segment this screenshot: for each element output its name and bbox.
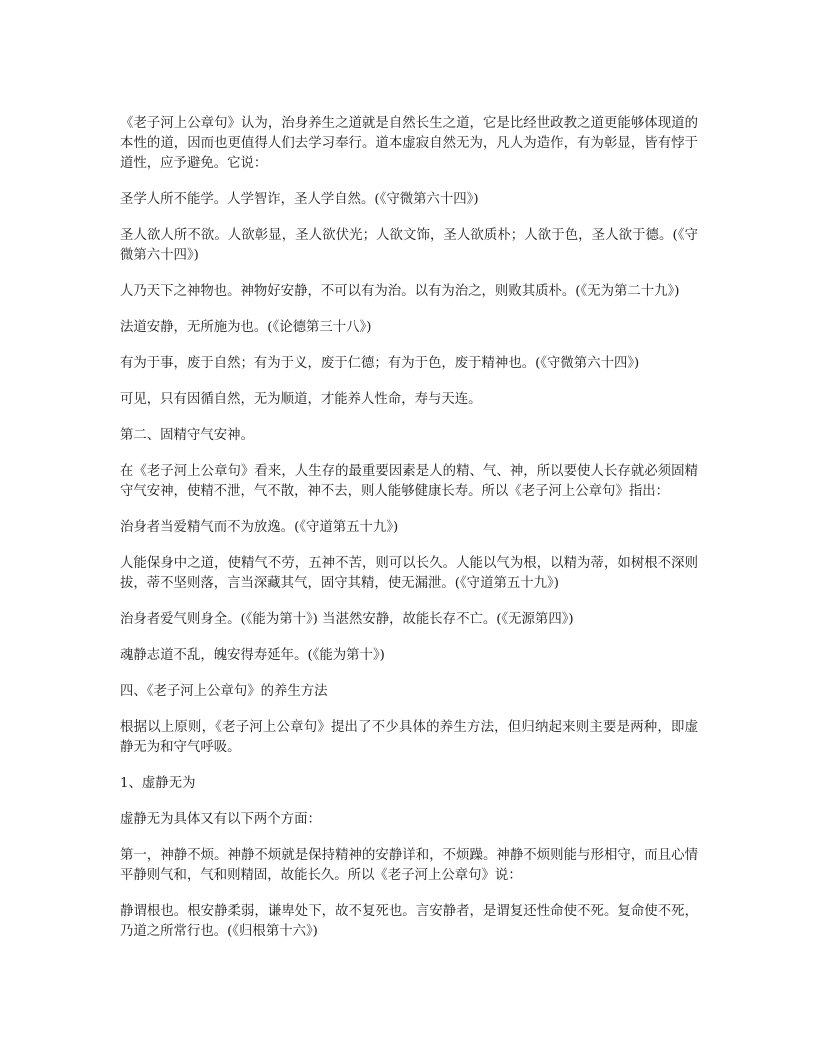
paragraph-quote: 魂静志道不乱，魄安得寿延年。(《能为第十》)	[120, 648, 385, 663]
paragraph-quote: 治身者爱气则身全。(《能为第十》) 当湛然安静，故能长存不亡。(《无源第四》)	[120, 612, 574, 627]
paragraph-quote: 静谓根也。根安静柔弱，谦卑处下，故不复死也。言安静者，是谓复还性命使不死。复命使不死，乃道之所常行也。(《归根第十六》)	[120, 904, 698, 939]
paragraph-text: 可见，只有因循自然，无为顺道，才能养人性命，寿与天连。	[120, 392, 482, 407]
paragraph-quote: 人乃天下之神物也。神物好安静，不可以有为治。以有为治之，则败其质朴。(《无为第二十九》)	[120, 284, 680, 299]
paragraph-text: 在《老子河上公章句》看来，人生存的最重要因素是人的精、气、神，所以要使人长存就必须固精守气安神，使精不泄，气不散，神不去，则人能够健康长寿。所以《老子河上公章句》指出：	[120, 464, 698, 499]
paragraph-quote: 有为于事，废于自然；有为于义，废于仁德；有为于色，废于精神也。(《守微第六十四》)	[120, 356, 640, 371]
document-page	[120, 114, 698, 958]
paragraph-quote: 法道安静，无所施为也。(《论德第三十八》)	[120, 320, 372, 335]
paragraph-text: 根据以上原则，《老子河上公章句》提出了不少具体的养生方法，但归纳起来则主要是两种，即虚静无为和守气呼吸。	[120, 720, 698, 755]
section-heading: 四、《老子河上公章句》的养生方法	[120, 684, 328, 699]
paragraph-intro: 《老子河上公章句》认为，治身养生之道就是自然长生之道，它是比经世政教之道更能够体现道的本性的道，因而也更值得人们去学习奉行。道本虚寂自然无为，凡人为造作，有为彰显，皆有悖于道性，应予避免。它说：	[120, 116, 698, 171]
paragraph-quote: 人能保身中之道，使精气不劳，五神不苦，则可以长久。人能以气为根，以精为蒂，如树根不深则拔，蒂不坚则落，言当深藏其气，固守其精，使无漏泄。(《守道第五十九》)	[120, 556, 698, 591]
paragraph-quote: 治身者当爱精气而不为放逸。(《守道第五十九》)	[120, 520, 399, 535]
section-heading: 第二、固精守气安神。	[120, 428, 254, 443]
paragraph-quote: 圣学人所不能学。人学智诈，圣人学自然。(《守微第六十四》)	[120, 192, 479, 207]
paragraph-text: 第一，神静不烦。神静不烦就是保持精神的安静详和，不烦躁。神静不烦则能与形相守，而且心情平静则气和，气和则精固，故能长久。所以《老子河上公章句》说：	[120, 848, 698, 883]
subsection-heading: 1、虚静无为	[120, 776, 196, 791]
paragraph-quote: 圣人欲人所不欲。人欲彰显，圣人欲伏光；人欲文饰，圣人欲质朴；人欲于色，圣人欲于德。(《守微第六十四》)	[120, 228, 698, 263]
paragraph-text: 虚静无为具体又有以下两个方面：	[120, 812, 321, 827]
